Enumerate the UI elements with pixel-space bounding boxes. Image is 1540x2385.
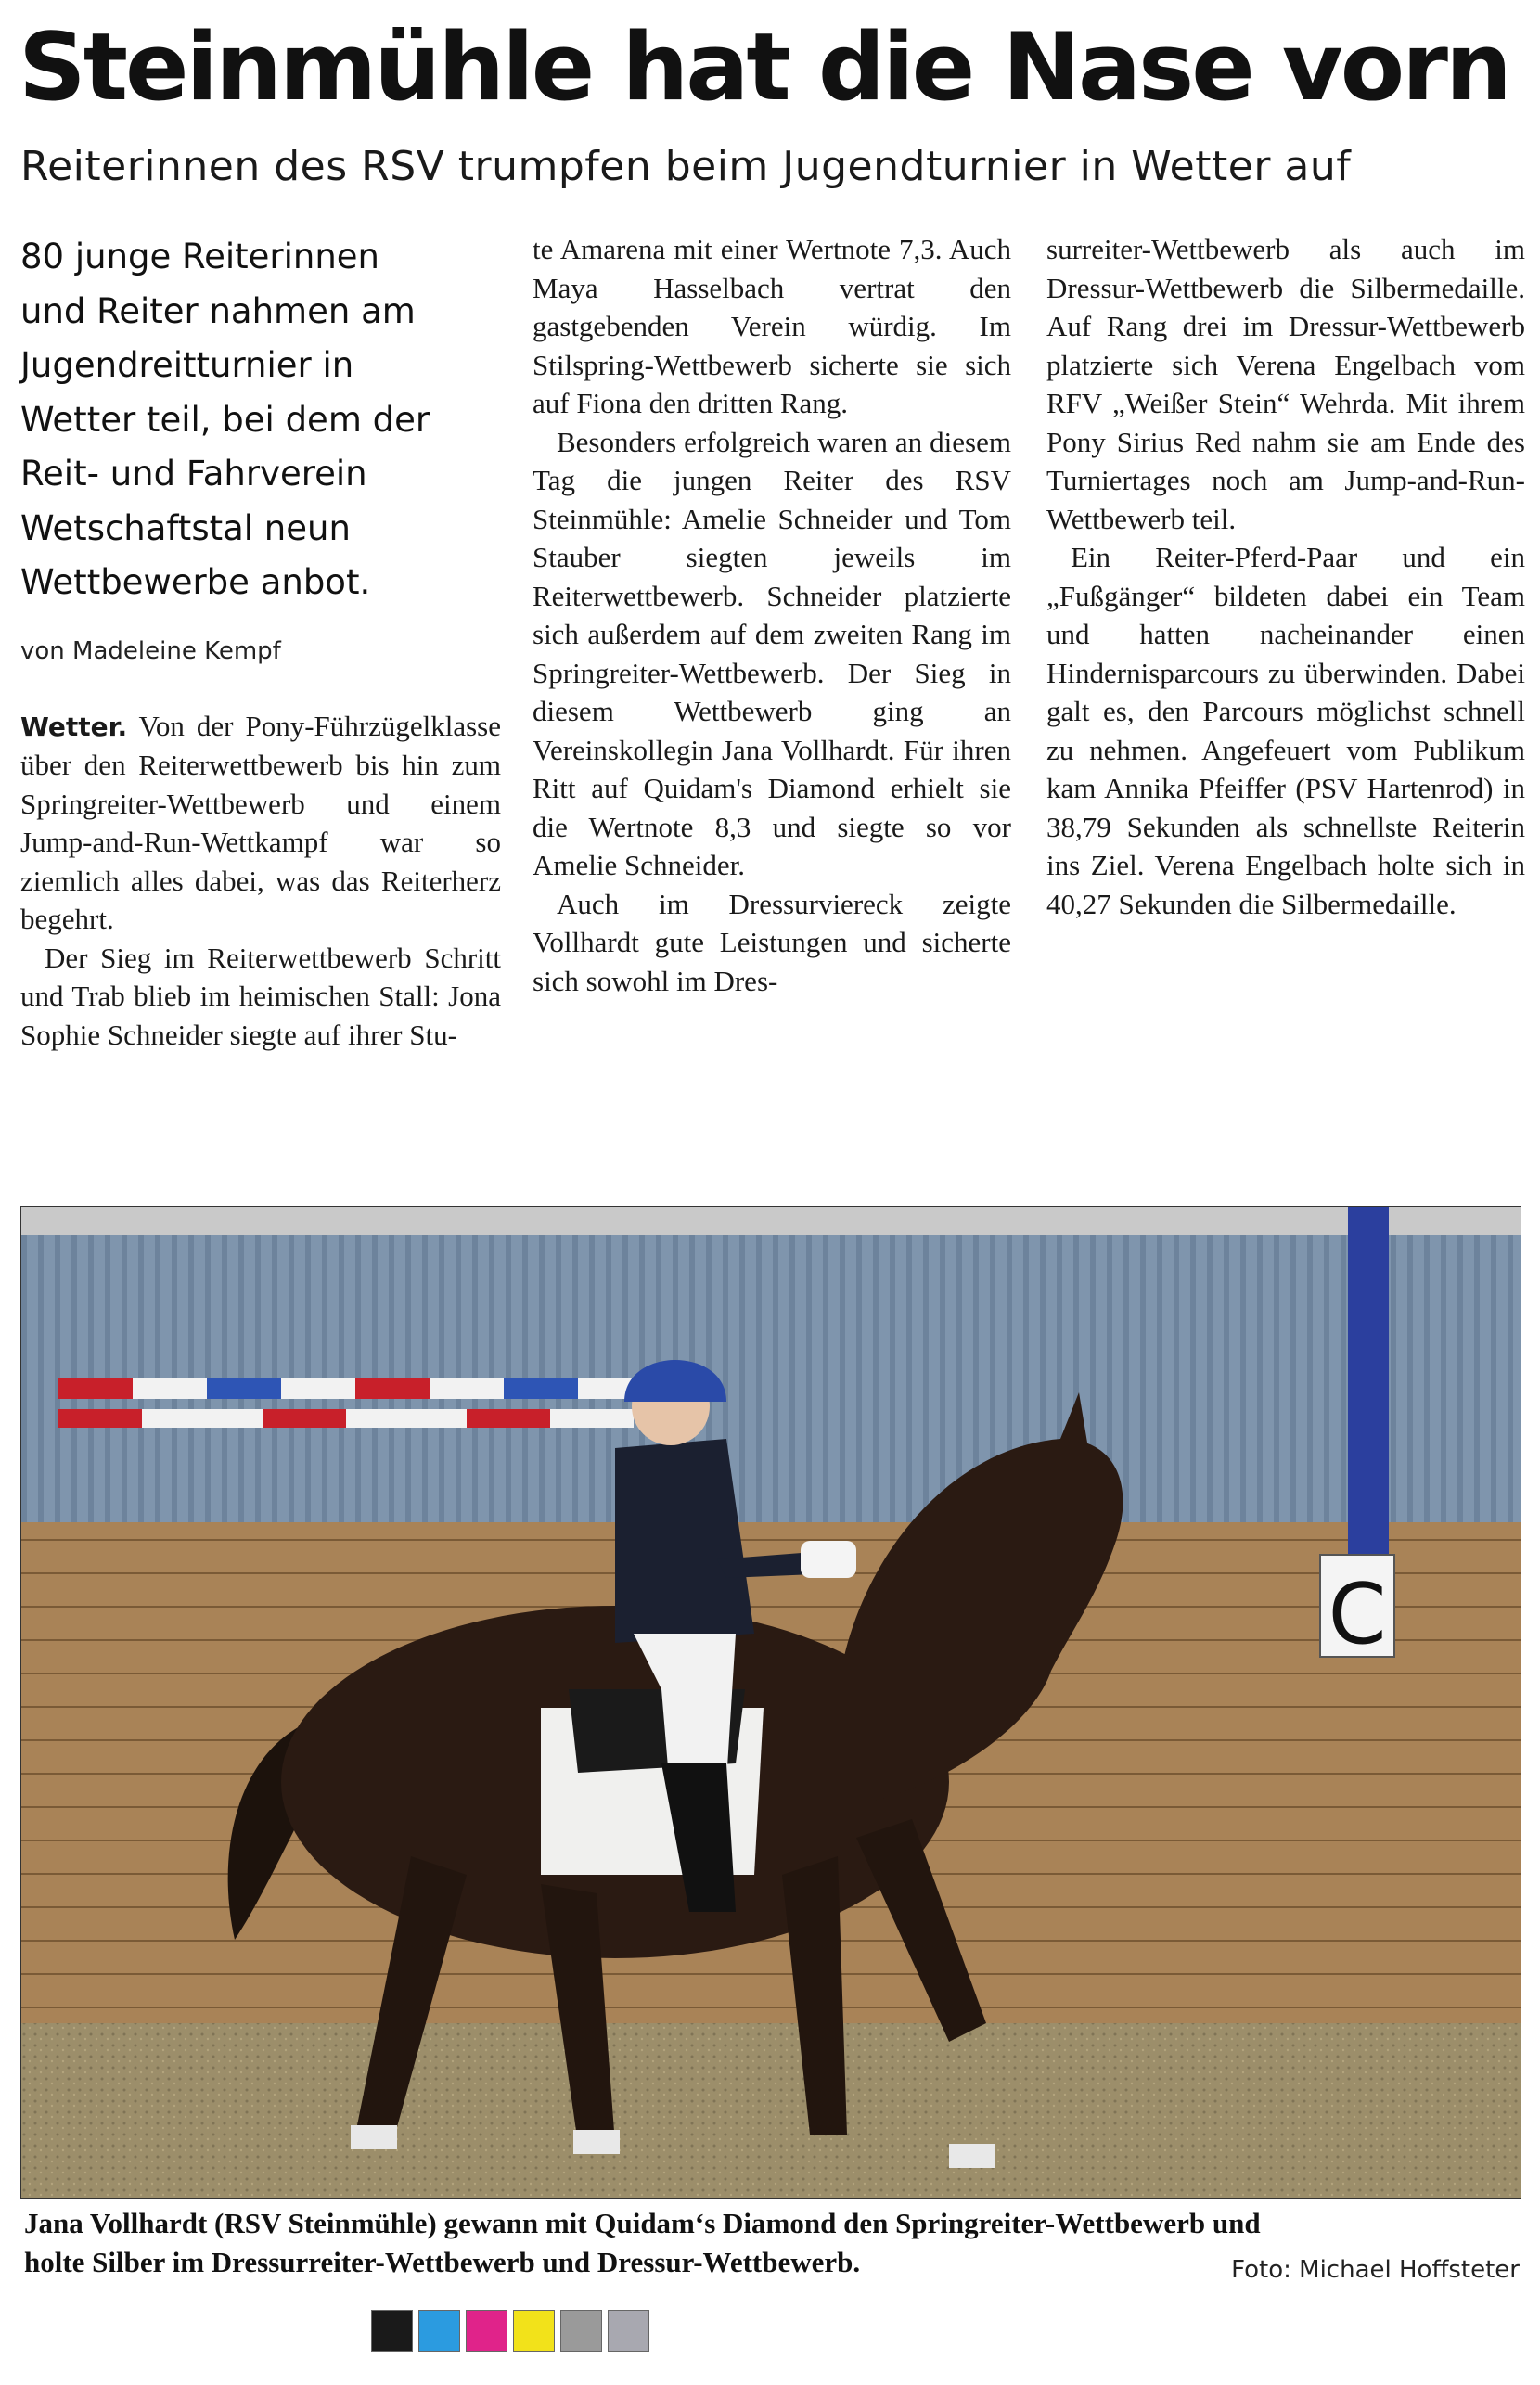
intro-line: 80 junge Reiterinnen (20, 237, 380, 276)
intro (20, 230, 501, 610)
caption-line-1: Jana Vollhardt (RSV Steinmühle) gewann mit Quidam‘s Diamond den Springreiter-Wettbewerb und (24, 2207, 1261, 2239)
arena-letter-c: C (1328, 1566, 1387, 1663)
photo-illustration (21, 1207, 1521, 2198)
paragraph: Der Sieg im Reiterwettbewerb Schritt und Trab blieb im heimischen Stall: Jona Sophie Schneider siegte auf ihrer Stu- (20, 941, 501, 1051)
paragraph: Ein Reiter-Pferd-Paar und ein „Fußgänger“ bildeten dabei ein Team und hatten nacheinander einen Hindernisparcours zu überwinden. Dabei galt es, den Parcours möglichst schnell zu nehmen. Angefeuert vom Publikum kam Annika Pfeiffer (PSV Hartenrod) in 38,79 Sekunden als schnellste Reiterin ins Ziel. Verena Engelbach holte sich in 40,27 Sekunden die Silbermedaille. (1046, 541, 1525, 920)
caption-line-2: holte Silber im Dressurreiter-Wettbewerb und Dressur-Wettbewerb. (24, 2246, 861, 2278)
subheadline: Reiterinnen des RSV trumpfen beim Jugendturnier in Wetter auf (20, 143, 1352, 190)
paragraph: Auch im Dressurviereck zeigte Vollhardt gute Leistungen und sicherte sich sowohl im Dres- (533, 887, 1011, 997)
color-swatch (466, 2310, 507, 2352)
column-2 (533, 230, 1011, 1000)
paragraph: te Amarena mit einer Wertnote 7,3. Auch Maya Hasselbach vertrat den gastgebenden Verein würdig. Im Stilspring-Wettbewerb sicherte sie sich auf Fiona den dritten Rang. (533, 233, 1011, 419)
paragraph (20, 707, 501, 939)
dressage-photo (20, 1206, 1521, 2199)
paragraph: surreiter-Wettbewerb als auch im Dressur-Wettbewerb die Silbermedaille. Auf Rang drei im Dressur-Wettbewerb platzierte sich Verena Engelbach vom RFV „Weißer Stein“ Wehrda. Mit ihrem Pony Sirius Red nahm sie am Ende des Turniertages noch am Jump-and-Run-Wettbewerb teil. (1046, 233, 1525, 535)
intro-line: Reit- und Fahrverein (20, 454, 367, 494)
byline: von Madeleine Kempf (20, 636, 281, 665)
column-3 (1046, 230, 1525, 923)
intro-line: Wetter teil, bei dem der (20, 399, 430, 440)
paragraph-text: Von der Pony-Führzügelklasse über den Reiterwettbewerb bis hin zum Springreiter-Wettbewerb und einem Jump-and-Run-Wettkampf war so ziemlich alles dabei, was das Reiterherz begehrt. (20, 709, 501, 935)
dateline: Wetter. (20, 711, 128, 742)
photo-credit: Foto: Michael Hoffsteter (1231, 2256, 1520, 2284)
intro-line: und Reiter nahmen am (20, 290, 416, 331)
color-swatch (418, 2310, 460, 2352)
headline: Steinmühle hat die Nase vorn (19, 12, 1509, 122)
color-swatch (513, 2310, 555, 2352)
print-color-swatches (371, 2310, 649, 2352)
intro-line: Wettbewerbe anbot. (20, 562, 371, 602)
intro-line: Wetschaftstal neun (20, 507, 351, 548)
intro-line: Jugendreitturnier in (20, 345, 354, 385)
color-swatch (371, 2310, 413, 2352)
column-1 (20, 230, 501, 1054)
color-swatch (608, 2310, 649, 2352)
color-swatch (560, 2310, 602, 2352)
paragraph: Besonders erfolgreich waren an diesem Tag die jungen Reiter des RSV Steinmühle: Amelie Schneider und Tom Stauber siegten jeweils im Reiterwettbewerb. Schneider platzierte sich außerdem auf dem zweiten Rang im Springreiter-Wettbewerb. Der Sieg in diesem Wettbewerb ging an Vereinskollegin Jana Vollhardt. Für ihren Ritt auf Quidam's Diamond erhielt sie die Wertnote 8,3 und siegte so vor Amelie Schneider. (533, 425, 1011, 881)
